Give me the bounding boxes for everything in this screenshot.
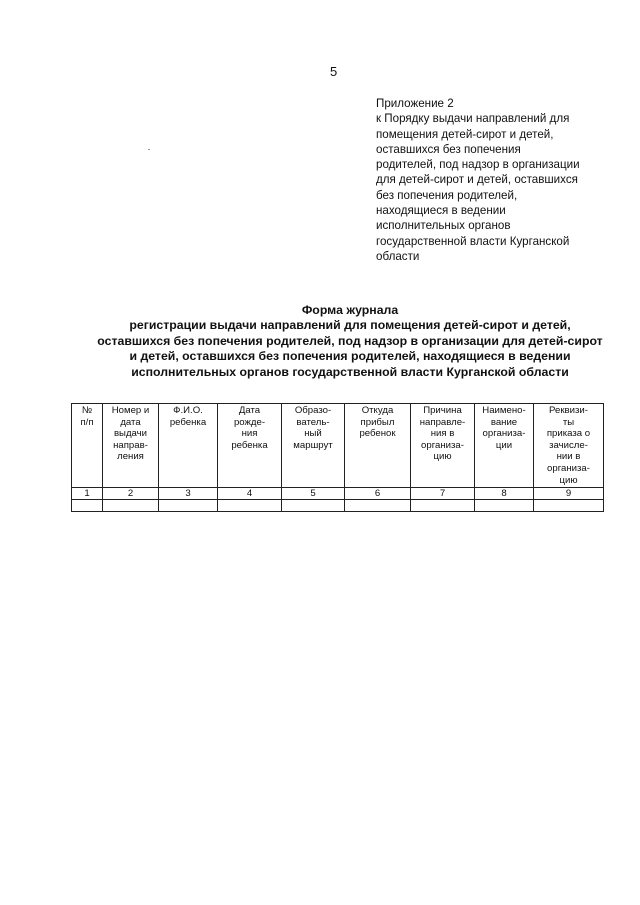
empty-cell	[72, 500, 103, 512]
scan-speck	[148, 149, 150, 150]
empty-row	[72, 500, 604, 512]
header-cell-enrollment-order: Реквизи- ты приказа о зачисле- нии в организа- цию	[534, 404, 604, 488]
header-cell-child-name: Ф.И.О. ребенка	[159, 404, 218, 488]
form-title	[60, 303, 640, 380]
appendix-line: находящиеся в ведении	[376, 204, 506, 218]
journal-table	[71, 403, 604, 512]
appendix-line: для детей-сирот и детей, оставшихся	[376, 173, 578, 187]
form-title-line: регистрации выдачи направлений для помещения детей-сирот и детей,	[129, 318, 571, 333]
form-title-line: исполнительных органов государственной власти Курганской области	[131, 364, 569, 379]
empty-cell	[475, 500, 534, 512]
column-number: 7	[411, 488, 475, 500]
page-number: 5	[330, 64, 338, 79]
empty-cell	[345, 500, 411, 512]
header-cell-referral-reason: Причина направле- ния в организа- цию	[411, 404, 475, 488]
form-title-line: оставшихся без попечения родителей, под надзор в организации для детей-сирот	[97, 333, 603, 348]
empty-cell	[534, 500, 604, 512]
header-cell-birth-date: Дата рожде- ния ребенка	[218, 404, 282, 488]
empty-cell	[103, 500, 159, 512]
column-number: 5	[282, 488, 345, 500]
column-number: 8	[475, 488, 534, 500]
column-number: 6	[345, 488, 411, 500]
column-number: 4	[218, 488, 282, 500]
appendix-line: исполнительных органов	[376, 219, 511, 233]
column-number: 1	[72, 488, 103, 500]
appendix-line: государственной власти Курганской	[376, 234, 570, 248]
appendix-line: области	[376, 249, 420, 263]
appendix-line: без попечения родителей,	[376, 188, 518, 202]
empty-cell	[411, 500, 475, 512]
header-cell-arrived-from: Откуда прибыл ребенок	[345, 404, 411, 488]
form-title-line: и детей, оставшихся без попечения родителей, находящиеся в ведении	[129, 349, 571, 364]
appendix-line: к Порядку выдачи направлений для	[376, 112, 570, 126]
column-number: 3	[159, 488, 218, 500]
appendix-line: оставшихся без попечения	[376, 142, 521, 156]
header-row	[72, 404, 604, 488]
appendix-line: Приложение 2	[376, 97, 454, 110]
column-number: 2	[103, 488, 159, 500]
appendix-line: помещения детей-сирот и детей,	[376, 127, 554, 141]
form-title-heading: Форма журнала	[301, 303, 399, 317]
header-cell-number: № п/п	[72, 404, 103, 488]
header-cell-referral-number-date: Номер и дата выдачи направ- ления	[103, 404, 159, 488]
column-number: 9	[534, 488, 604, 500]
empty-cell	[159, 500, 218, 512]
appendix-note	[376, 96, 626, 264]
column-number-row	[72, 488, 604, 500]
header-cell-educational-route: Образо- ватель- ный маршрут	[282, 404, 345, 488]
empty-cell	[282, 500, 345, 512]
empty-cell	[218, 500, 282, 512]
appendix-line: родителей, под надзор в организации	[376, 158, 580, 172]
header-cell-organization-name: Наимено- вание организа- ции	[475, 404, 534, 488]
